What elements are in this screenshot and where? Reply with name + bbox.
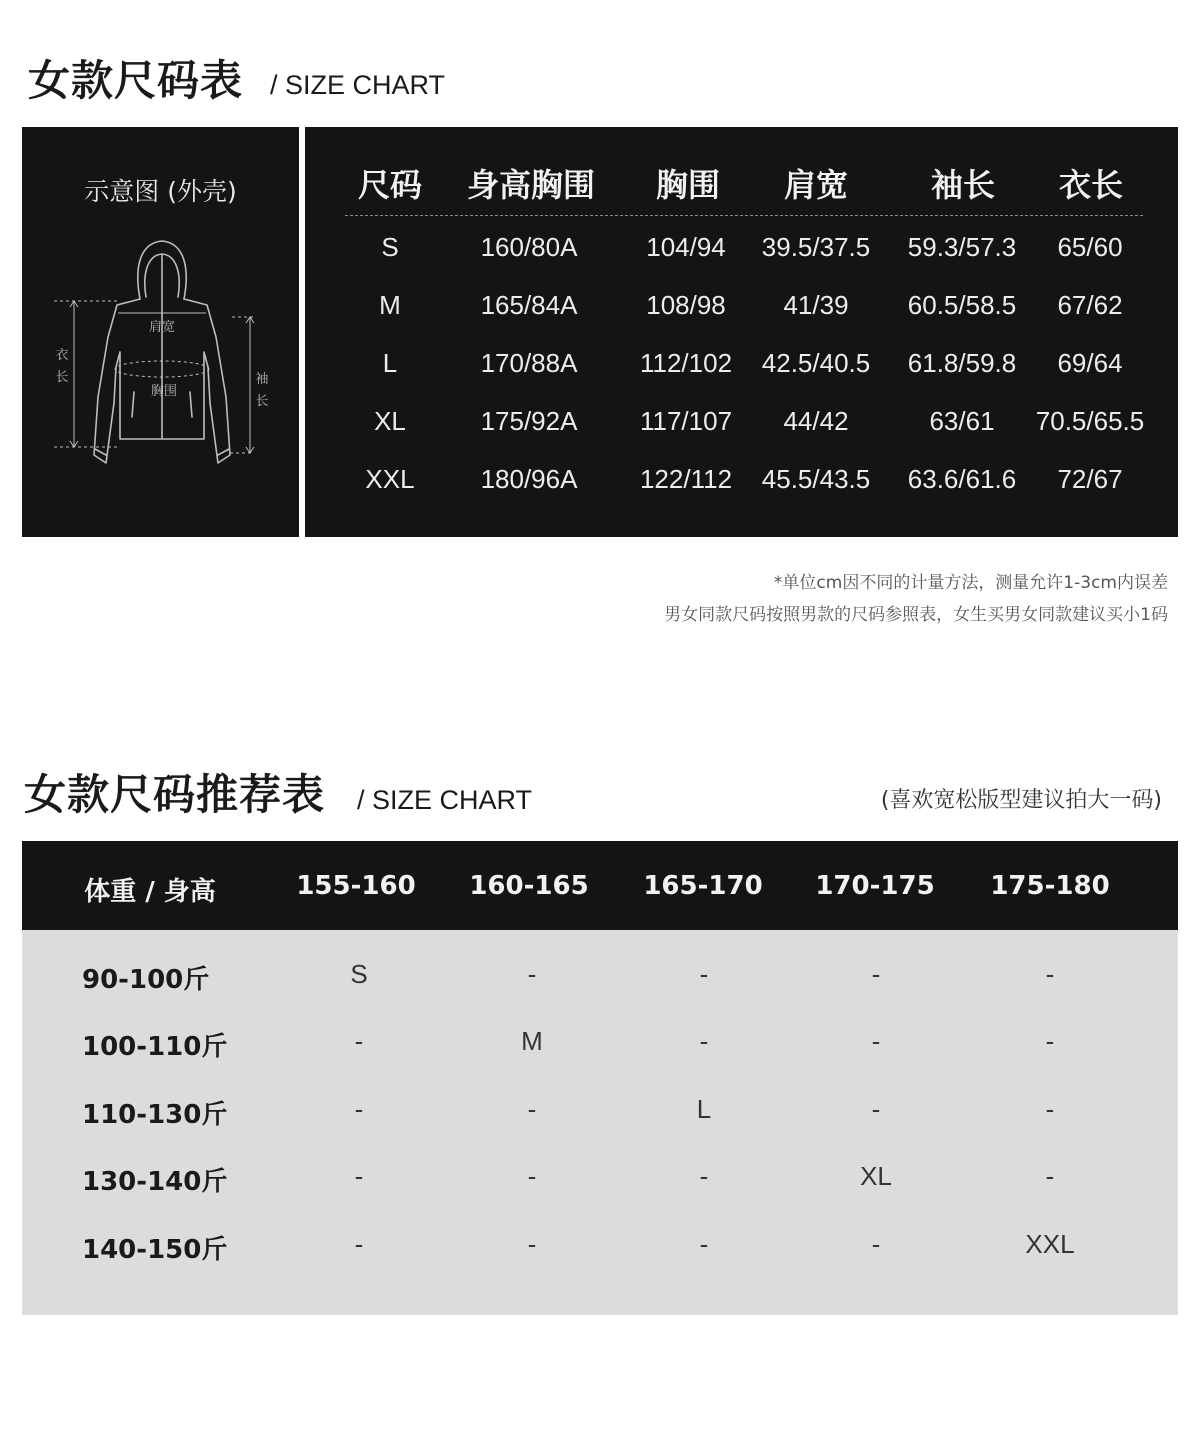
size-value-cell: 160/80A [480, 232, 578, 262]
size-chart-header-cell: 尺码 [357, 166, 423, 204]
recommended-size-cell: L [696, 1094, 712, 1124]
size-label-cell: XXL [365, 464, 415, 494]
size-value-cell: 69/64 [1057, 348, 1123, 378]
size-value-cell: 112/102 [639, 348, 733, 378]
height-header-cell: 175-180 [990, 871, 1110, 901]
recommendation-header-row [22, 841, 1178, 930]
recommended-size-cell: - [699, 959, 709, 989]
size-value-cell: 67/62 [1057, 290, 1123, 320]
size-chart-header-cell: 衣长 [1058, 166, 1124, 204]
weight-label-cell: 140-150斤 [82, 1235, 228, 1265]
size-value-cell: 61.8/59.8 [907, 348, 1017, 378]
size-label-cell: L [382, 348, 398, 378]
weight-label-cell: 130-140斤 [82, 1167, 228, 1197]
size-value-cell: 39.5/37.5 [761, 232, 871, 262]
size-value-cell: 165/84A [480, 290, 578, 320]
recommended-size-cell: - [354, 1094, 364, 1124]
size-value-cell: 63.6/61.6 [907, 464, 1017, 494]
recommended-size-cell: - [527, 1094, 537, 1124]
recommendation-table-body [22, 930, 1178, 1315]
size-value-cell: 175/92A [480, 406, 578, 436]
header-divider [345, 215, 1143, 216]
recommended-size-cell: - [699, 1161, 709, 1191]
unisex-note: 男女同款尺码按照男款的尺码参照表，女生买男女同款建议买小1码 [664, 605, 1168, 625]
diagram-panel [22, 127, 299, 537]
size-chart-title: 女款尺码表 [28, 56, 244, 105]
length-label-1: 衣 [55, 348, 69, 363]
recommended-size-cell: - [1045, 1094, 1055, 1124]
recommended-size-cell: - [871, 1229, 881, 1259]
recommended-size-cell: - [354, 1026, 364, 1056]
length-label-2: 长 [55, 370, 69, 385]
recommended-size-cell: - [699, 1026, 709, 1056]
size-value-cell: 122/112 [639, 464, 733, 494]
recommended-size-cell: - [871, 1026, 881, 1056]
recommended-size-cell: - [354, 1161, 364, 1191]
recommended-size-cell: S [350, 959, 368, 989]
recommended-size-cell: - [527, 1229, 537, 1259]
size-label-cell: S [381, 232, 399, 262]
size-label-cell: XL [374, 406, 406, 436]
size-value-cell: 180/96A [480, 464, 578, 494]
size-value-cell: 72/67 [1057, 464, 1123, 494]
recommended-size-cell: - [527, 1161, 537, 1191]
height-header-cell: 155-160 [296, 871, 416, 901]
size-value-cell: 44/42 [783, 406, 849, 436]
recommended-size-cell: - [1045, 1161, 1055, 1191]
size-value-cell: 63/61 [929, 406, 995, 436]
recommended-size-cell: - [1045, 959, 1055, 989]
size-value-cell: 42.5/40.5 [761, 348, 871, 378]
recommendation-hint: (喜欢宽松版型建议拍大一码) [880, 788, 1162, 813]
recommended-size-cell: - [354, 1229, 364, 1259]
size-value-cell: 45.5/43.5 [761, 464, 871, 494]
size-chart-header-cell: 袖长 [930, 166, 996, 204]
size-value-cell: 65/60 [1057, 232, 1123, 262]
recommendation-subtitle: / SIZE CHART [357, 785, 533, 815]
size-value-cell: 104/94 [646, 232, 726, 262]
height-header-cell: 165-170 [643, 871, 763, 901]
measurement-note: *单位cm因不同的计量方法，测量允许1-3cm内误差 [773, 573, 1168, 593]
size-chart-header-cell: 肩宽 [783, 166, 849, 204]
recommended-size-cell: - [699, 1229, 709, 1259]
size-value-cell: 60.5/58.5 [907, 290, 1017, 320]
shoulder-label: 肩宽 [148, 320, 176, 335]
recommendation-title: 女款尺码推荐表 [24, 770, 326, 819]
recommended-size-cell: - [527, 959, 537, 989]
recommended-size-cell: XL [860, 1161, 892, 1191]
size-chart-table [305, 127, 1178, 537]
size-chart-subtitle: / SIZE CHART [270, 70, 446, 100]
sleeve-label-1: 袖 [255, 372, 269, 387]
weight-label-cell: 90-100斤 [82, 965, 210, 995]
size-value-cell: 70.5/65.5 [1035, 406, 1145, 436]
sleeve-label-2: 长 [255, 394, 269, 409]
recommended-size-cell: - [1045, 1026, 1055, 1056]
corner-header: 体重 / 身高 [84, 877, 216, 907]
size-chart-header-cell: 身高胸围 [466, 166, 596, 204]
size-label-cell: M [379, 290, 401, 320]
height-header-cell: 160-165 [469, 871, 589, 901]
recommended-size-cell: M [521, 1026, 543, 1056]
size-value-cell: 41/39 [783, 290, 849, 320]
size-value-cell: 108/98 [646, 290, 726, 320]
diagram-caption: 示意图 (外壳) [84, 177, 237, 206]
height-header-cell: 170-175 [815, 871, 935, 901]
recommended-size-cell: - [871, 959, 881, 989]
chest-label: 胸围 [150, 384, 178, 399]
jacket-outline-icon [22, 227, 299, 477]
size-chart-header-cell: 胸围 [655, 166, 721, 204]
recommended-size-cell: - [871, 1094, 881, 1124]
size-value-cell: 117/107 [639, 406, 733, 436]
recommended-size-cell: XXL [1025, 1229, 1075, 1259]
weight-label-cell: 110-130斤 [82, 1100, 228, 1130]
size-value-cell: 59.3/57.3 [907, 232, 1017, 262]
size-value-cell: 170/88A [480, 348, 578, 378]
weight-label-cell: 100-110斤 [82, 1032, 228, 1062]
